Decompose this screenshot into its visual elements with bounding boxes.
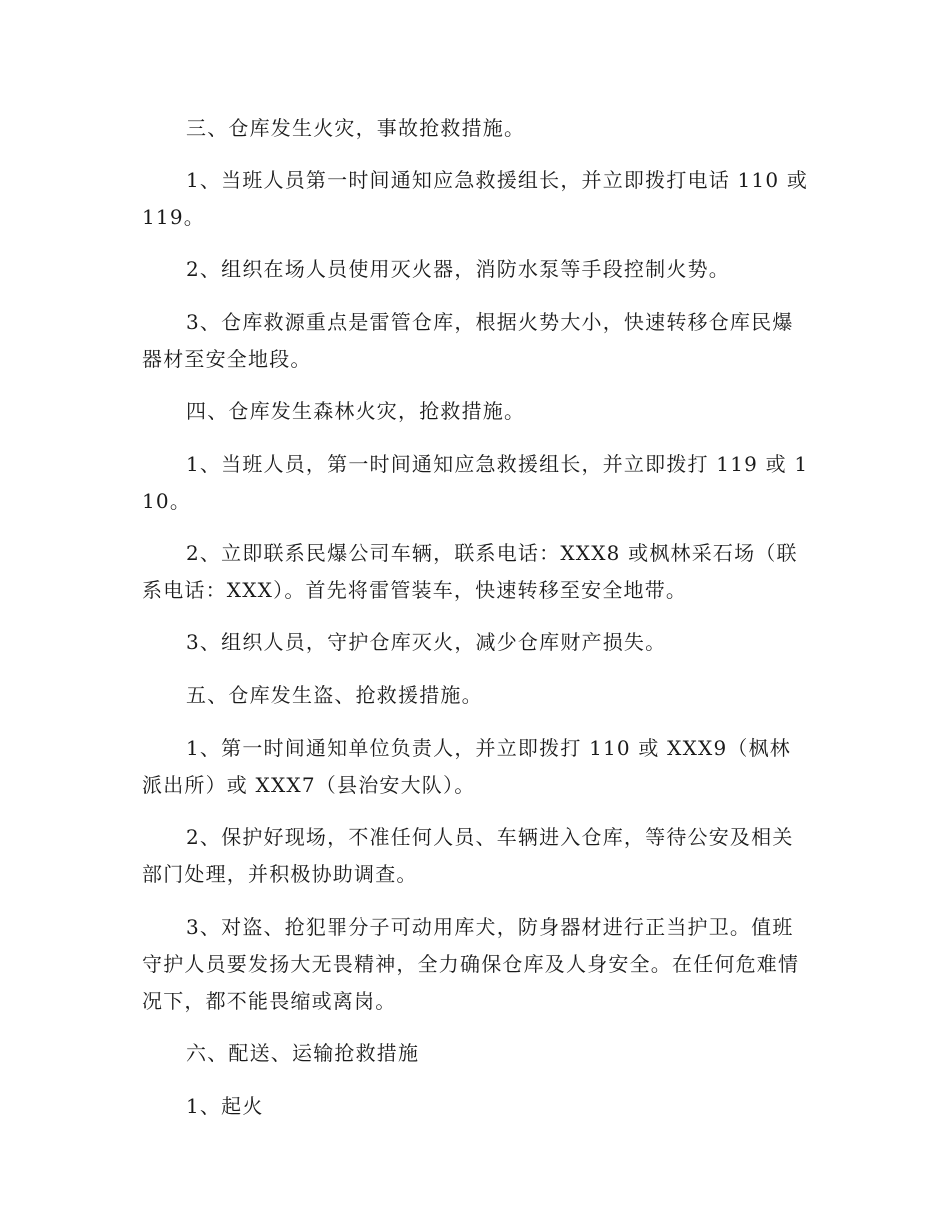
paragraph: 2、保护好现场，不准任何人员、车辆进入仓库，等待公安及相关部门处理，并积极协助调查。 <box>142 825 794 886</box>
section-heading-theft: 五、仓库发生盗、抢救援措施。 <box>186 683 483 707</box>
paragraph: 1、当班人员第一时间通知应急救援组长，并立即拨打电话 110 或 119。 <box>142 168 809 229</box>
paragraph: 3、组织人员，守护仓库灭火，减少仓库财产损失。 <box>186 630 667 654</box>
paragraph: 1、当班人员，第一时间通知应急救援组长，并立即拨打 119 或 110。 <box>142 452 809 513</box>
paragraph: 3、对盗、抢犯罪分子可动用库犬，防身器材进行正当护卫。值班守护人员要发扬大无畏精神，全力确保仓库及人身安全。在任何危难情况下，都不能畏缩或离岗。 <box>142 915 800 1013</box>
paragraph: 1、起火 <box>186 1094 264 1118</box>
paragraph: 2、立即联系民爆公司车辆，联系电话：XXX8 或枫林采石场（联系电话：XXX）。首先将雷管装车，快速转移至安全地带。 <box>142 541 798 602</box>
section-heading-fire: 三、仓库发生火灾，事故抢救措施。 <box>186 116 526 140</box>
section-heading-forest-fire: 四、仓库发生森林火灾，抢救措施。 <box>186 399 526 423</box>
paragraph: 3、仓库救源重点是雷管仓库，根据火势大小，快速转移仓库民爆器材至安全地段。 <box>142 310 794 371</box>
section-heading-transport: 六、配送、运输抢救措施 <box>186 1041 420 1065</box>
paragraph: 2、组织在场人员使用灭火器，消防水泵等手段控制火势。 <box>186 257 730 281</box>
paragraph: 1、第一时间通知单位负责人，并立即拨打 110 或 XXX9（枫林派出所）或 XXX7（县治安大队）。 <box>142 736 792 797</box>
